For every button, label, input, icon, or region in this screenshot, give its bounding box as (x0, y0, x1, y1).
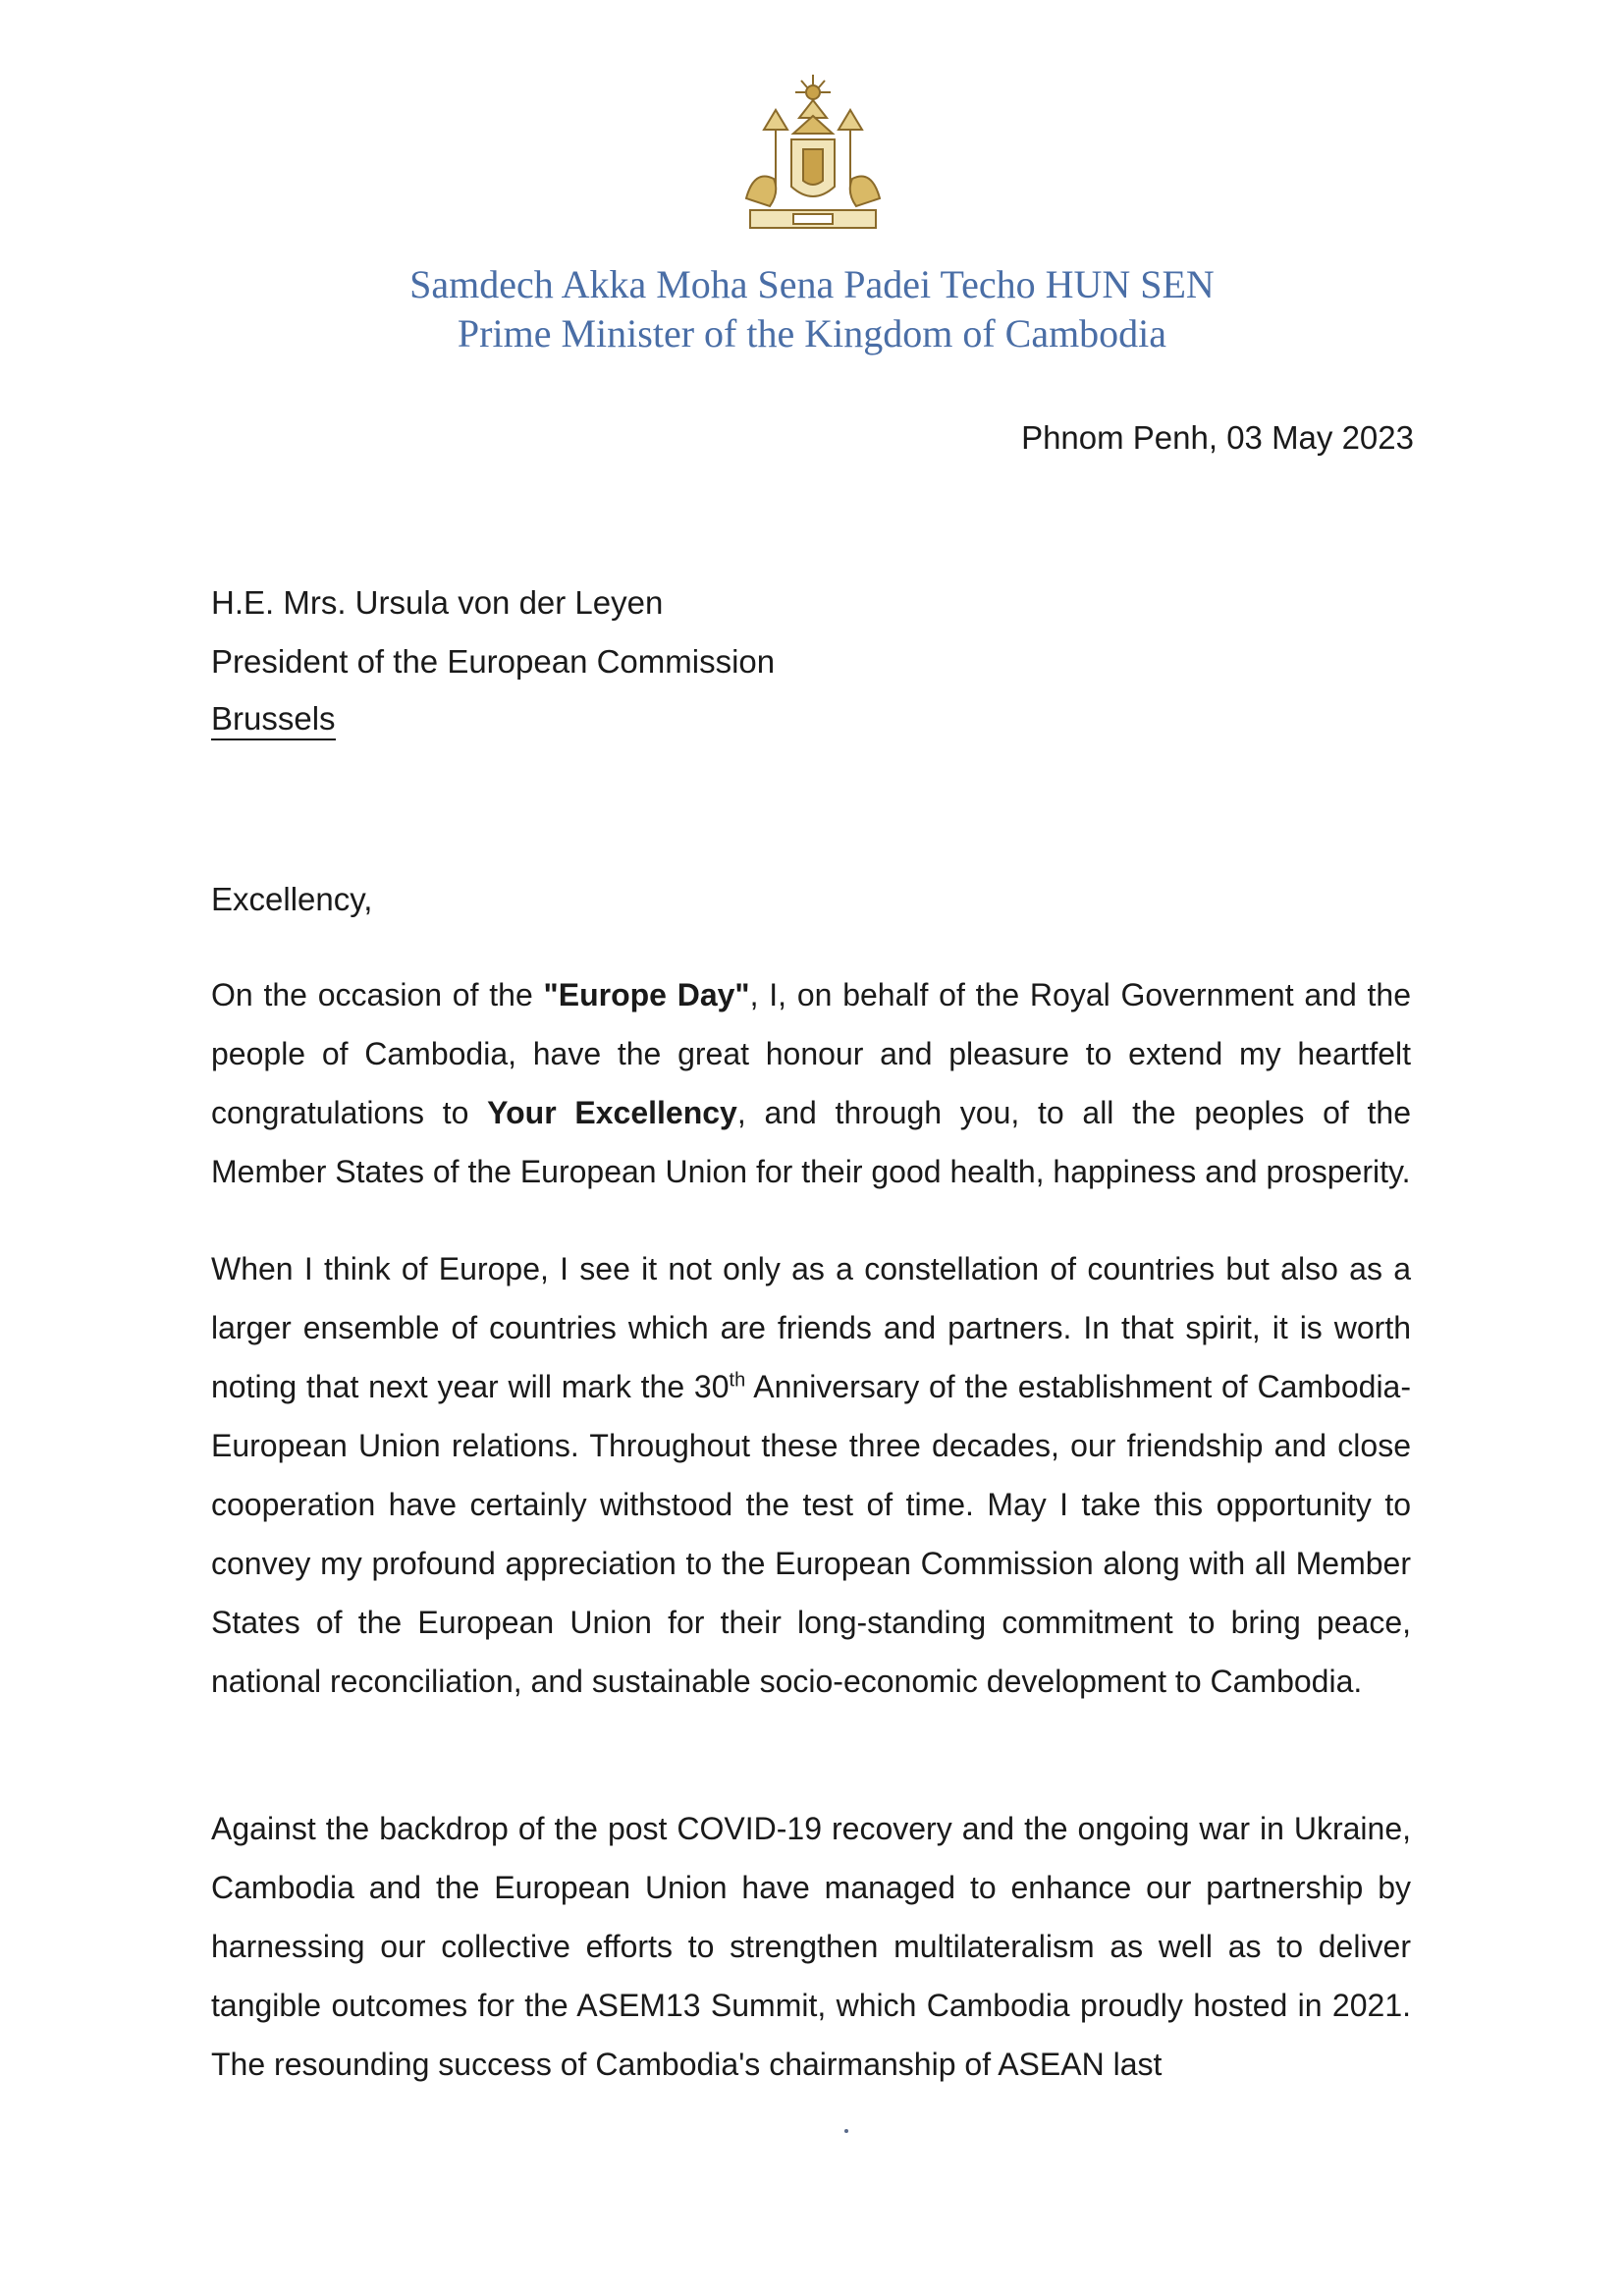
salutation: Excellency, (211, 881, 373, 917)
p1-text-1: On the occasion of the (211, 977, 544, 1012)
p1-text-2: , I, on behalf of the Royal Government and the people of Cambodia, have the great honour and pleasure to extend my heartfelt congratulations to (211, 977, 1412, 1130)
body-paragraph-3: Against the backdrop of the post COVID-19 recovery and the ongoing war in Ukraine, Cambodia and the European Union have managed to enhance our partnership by harnessing our collective efforts to strengthen multilateralism as well as to deliver tangible outcomes for the ASEM13 Summit, which Cambodia proudly hosted in 2021. The resounding success of Cambodia's chairmanship of ASEAN last (211, 1811, 1411, 2082)
scan-speck (844, 2129, 848, 2133)
recipient-role: President of the European Commission (211, 643, 776, 680)
p1-europe-day: "Europe Day" (543, 977, 750, 1012)
sender-name: Samdech Akka Moha Sena Padei Techo HUN SEN (409, 262, 1215, 306)
date-line: Phnom Penh, 03 May 2023 (1021, 419, 1414, 456)
p2-text-2: Anniversary of the establishment of Cambodia-European Union relations. Throughout these three decades, our friendship and close cooperation have certainly withstood the test of time. May I take this opportunity to convey my profound appreciation to the European Commission along with all Member States of the European Union for their long-standing commitment to bring peace, national reconciliation, and sustainable socio-economic development to Cambodia. (211, 1369, 1412, 1699)
body-paragraph-2 (211, 1239, 1411, 1711)
body-paragraph-1 (211, 965, 1411, 1201)
p2-text-1: When I think of Europe, I see it not only as a constellation of countries but also as a larger ensemble of countries which are friends and partners. In that spirit, it is worth noting that next year will mark the 30 (211, 1251, 1411, 1404)
recipient-city: Brussels (211, 699, 336, 740)
p2-ordinal-suffix: th (729, 1369, 746, 1392)
p1-text-3: , and through you, to all the peoples of the Member States of the European Union for their good health, happiness and prosperity. (211, 1095, 1412, 1189)
sender-title: Prime Minister of the Kingdom of Cambodia (457, 311, 1167, 355)
recipient-name: H.E. Mrs. Ursula von der Leyen (211, 584, 664, 621)
p1-your-excellency: Your Excellency (487, 1095, 737, 1130)
royal-coat-of-arms-icon (725, 71, 901, 247)
